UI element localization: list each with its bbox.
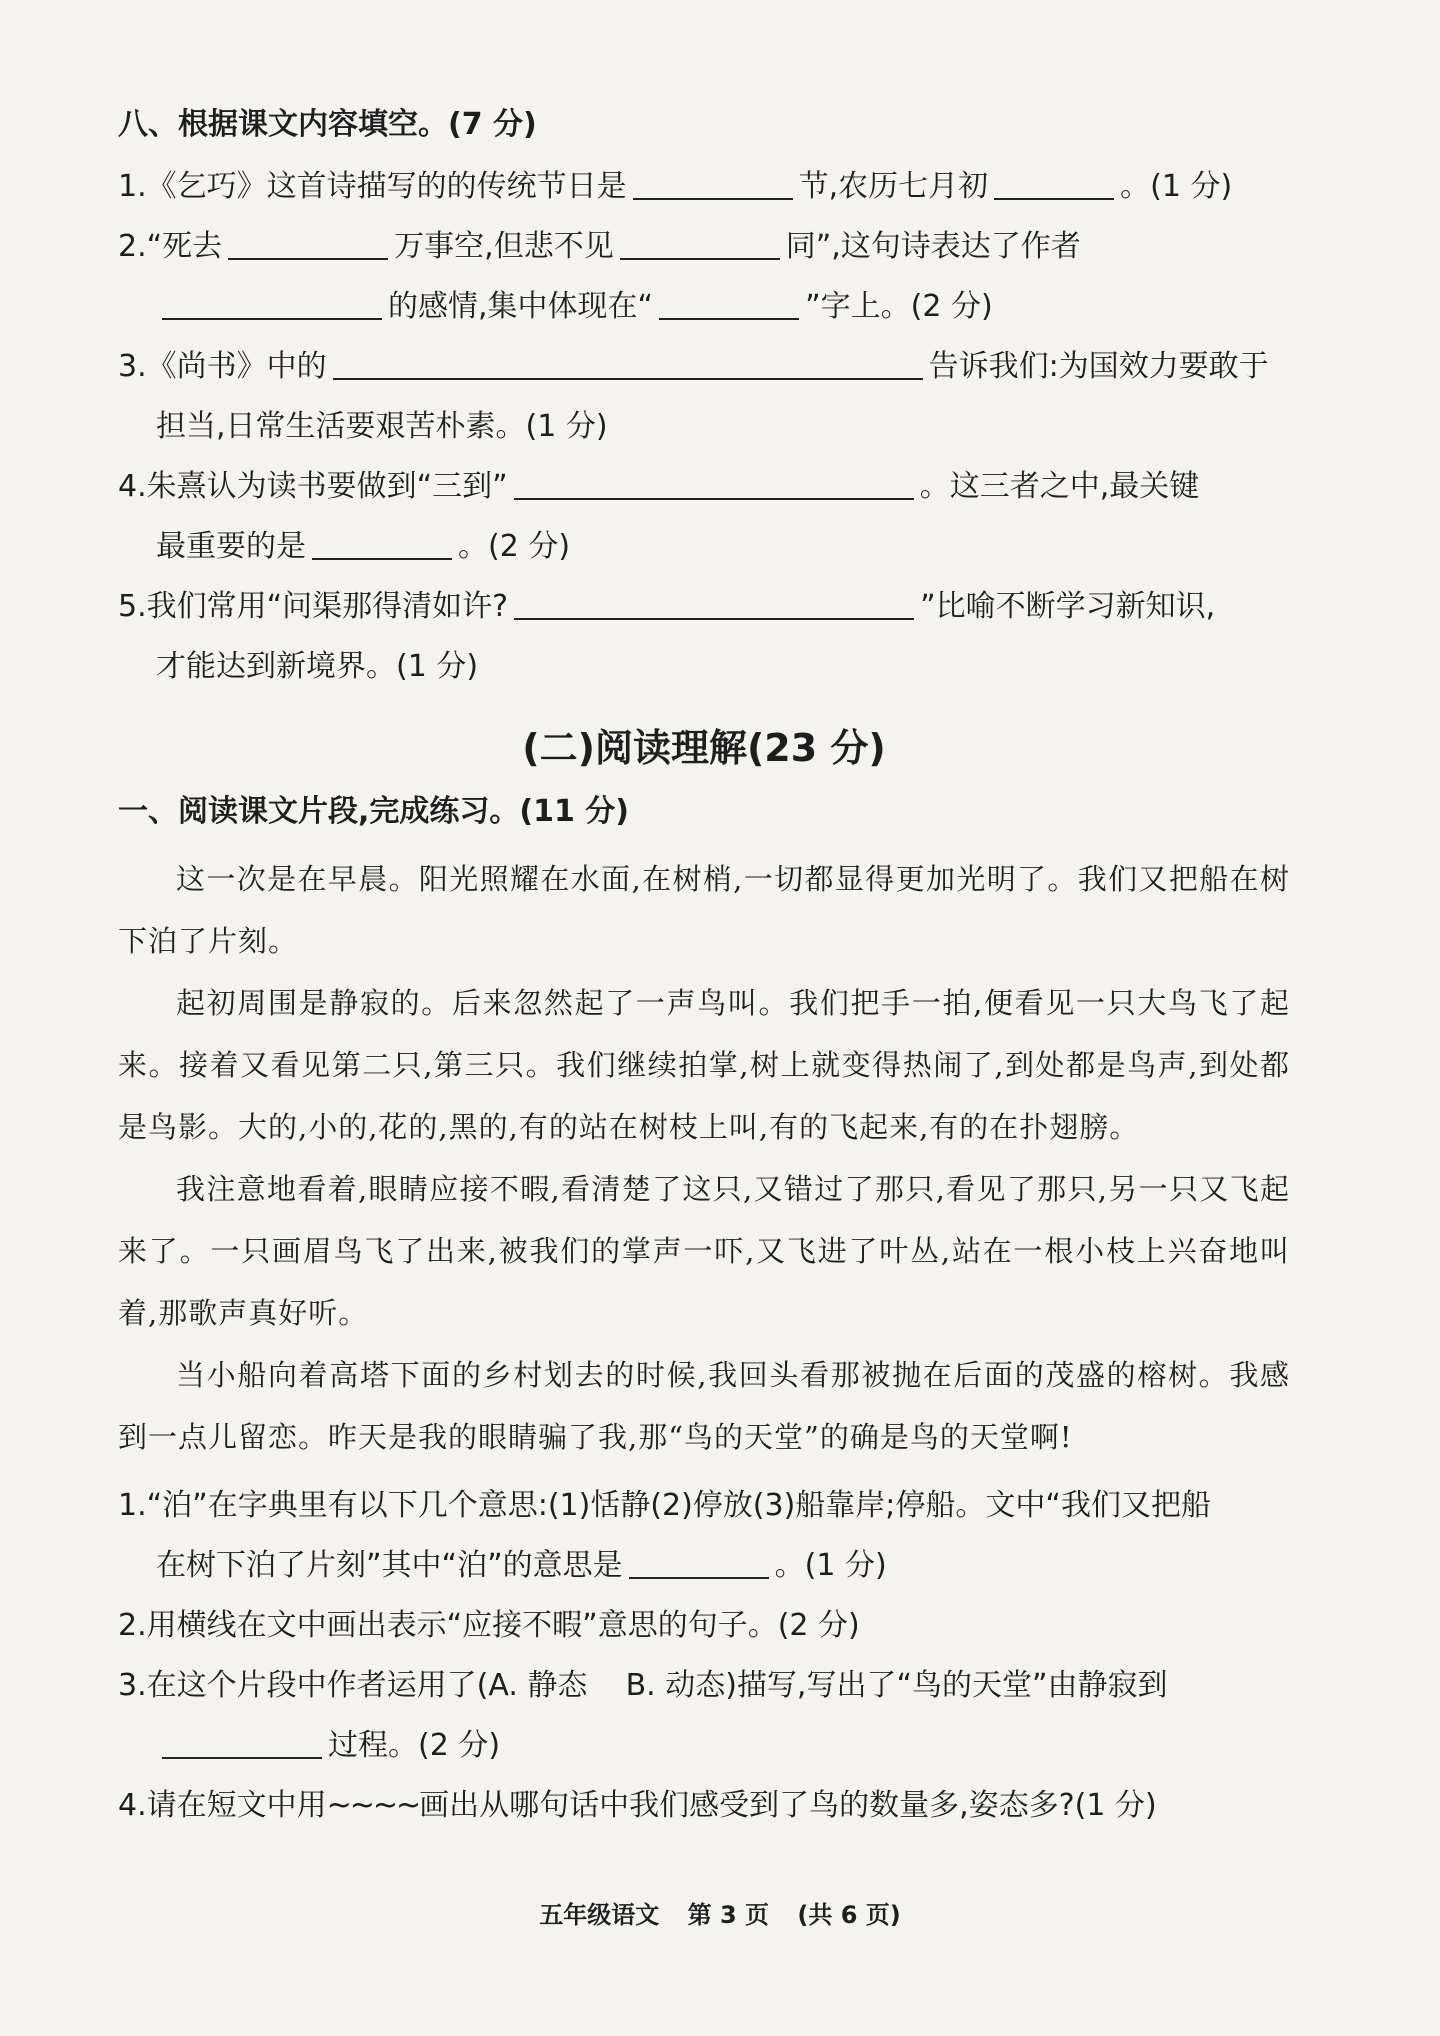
s8-question-3-line1: [118, 337, 1290, 397]
answer-blank[interactable]: [994, 168, 1114, 200]
answer-blank[interactable]: [514, 468, 914, 500]
passage-paragraph-2: 起初周围是静寂的。后来忽然起了一声鸟叫。我们把手一拍,便看见一只大鸟飞了起来。接着又看见第二只,第三只。我们继续拍掌,树上就变得热闹了,到处都是鸟声,到处都是鸟影。大的,小的,花的,黑的,有的站在树枝上叫,有的飞起来,有的在扑翅膀。: [118, 986, 1290, 1144]
reading-q2: 2.用横线在文中画出表示“应接不暇”意思的句子。(2 分): [118, 1608, 860, 1643]
reading-q3-line2: [118, 1716, 1290, 1776]
reading-q3-text-c: 过程。(2 分): [328, 1728, 501, 1763]
reading-q1-line2: [118, 1536, 1290, 1596]
s8-q3-text-a: 3.《尚书》中的: [118, 349, 327, 384]
s8-q1-text-b: 节,农历七月初: [798, 169, 989, 204]
s8-question-2-line2: [118, 277, 1290, 337]
answer-blank[interactable]: [629, 1547, 769, 1579]
answer-blank[interactable]: [333, 348, 923, 380]
reading-q4-text-b: 画出从哪句话中我们感受到了鸟的数量多,姿态多?(1 分): [419, 1788, 1157, 1823]
passage-paragraph-1: 这一次是在早晨。阳光照耀在水面,在树梢,一切都显得更加光明了。我们又把船在树下泊了片刻。: [118, 862, 1290, 958]
answer-blank[interactable]: [228, 228, 388, 260]
passage-paragraph-3: 我注意地看着,眼睛应接不暇,看清楚了这只,又错过了那只,看见了那只,另一只又飞起来了。一只画眉鸟飞了出来,被我们的掌声一吓,又飞进了叶丛,站在一根小枝上兴奋地叫着,那歌声真好听。: [118, 1172, 1290, 1330]
s8-question-3-line2: 担当,日常生活要艰苦朴素。(1 分): [156, 409, 608, 444]
footer-page-number: 第 3 页: [687, 1901, 770, 1929]
reading-q3-text-a: 3.在这个片段中作者运用了(A. 静态: [118, 1668, 588, 1703]
answer-blank[interactable]: [162, 288, 382, 320]
s8-q2-text-e: ”字上。(2 分): [805, 289, 993, 324]
reading-q4: [118, 1776, 1290, 1836]
s8-question-4-line2: [118, 517, 1290, 577]
s8-q4-text-c: 最重要的是: [156, 529, 306, 564]
reading-q3-line1: [118, 1656, 1290, 1716]
s8-q1-text-c: 。(1 分): [1120, 169, 1233, 204]
s8-q2-text-c: 同”,这句诗表达了作者: [785, 229, 1081, 264]
answer-blank[interactable]: [312, 528, 452, 560]
s8-q5-text-a: 5.我们常用“问渠那得清如许?: [118, 589, 509, 624]
wavy-line-mark: ~~~~: [326, 1788, 420, 1823]
s8-question-1: [118, 157, 1290, 217]
reading-q1-line1: 1.“泊”在字典里有以下几个意思:(1)恬静(2)停放(3)船靠岸;停船。文中“我们又把船: [118, 1488, 1211, 1523]
page-footer: [0, 1895, 1440, 1930]
s8-q1-text-a: 1.《乞巧》这首诗描写的的传统节日是: [118, 169, 627, 204]
s8-question-5-line1: [118, 577, 1290, 637]
part-2-title: (二)阅读理解(23 分): [522, 726, 886, 770]
s8-q2-text-a: 2.“死去: [118, 229, 223, 264]
reading-heading: 一、阅读课文片段,完成练习。(11 分): [118, 794, 630, 829]
answer-blank[interactable]: [514, 588, 914, 620]
s8-q2-text-b: 万事空,但悲不见: [394, 229, 614, 264]
s8-q4-text-d: 。(2 分): [458, 529, 571, 564]
s8-q4-text-b: 。这三者之中,最关键: [919, 469, 1200, 504]
answer-blank[interactable]: [659, 288, 799, 320]
answer-blank[interactable]: [620, 228, 780, 260]
s8-question-4-line1: [118, 457, 1290, 517]
s8-q4-text-a: 4.朱熹认为读书要做到“三到”: [118, 469, 508, 504]
reading-passage: [118, 848, 1290, 1468]
footer-subject: 五年级语文: [539, 1901, 660, 1929]
reading-q1-text-c: 。(1 分): [774, 1548, 887, 1583]
reading-q1-text-b: 在树下泊了片刻”其中“泊”的意思是: [156, 1548, 623, 1583]
s8-question-2-line1: [118, 217, 1290, 277]
s8-q2-text-d: 的感情,集中体现在“: [388, 289, 654, 324]
s8-q3-text-b: 告诉我们:为国效力要敢于: [928, 349, 1269, 384]
footer-total-pages: (共 6 页): [797, 1901, 901, 1929]
answer-blank[interactable]: [633, 168, 793, 200]
passage-paragraph-4: 当小船向着高塔下面的乡村划去的时候,我回头看那被抛在后面的茂盛的榕树。我感到一点儿留恋。昨天是我的眼睛骗了我,那“鸟的天堂”的确是鸟的天堂啊!: [118, 1358, 1290, 1454]
answer-blank[interactable]: [162, 1727, 322, 1759]
reading-q3-text-b: B. 动态)描写,写出了“鸟的天堂”由静寂到: [625, 1668, 1168, 1703]
reading-q4-text-a: 4.请在短文中用: [118, 1788, 327, 1823]
s8-question-5-line2: 才能达到新境界。(1 分): [156, 649, 479, 684]
s8-q5-text-b: ”比喻不断学习新知识,: [920, 589, 1216, 624]
section-8-heading: 八、根据课文内容填空。(7 分): [118, 107, 537, 142]
